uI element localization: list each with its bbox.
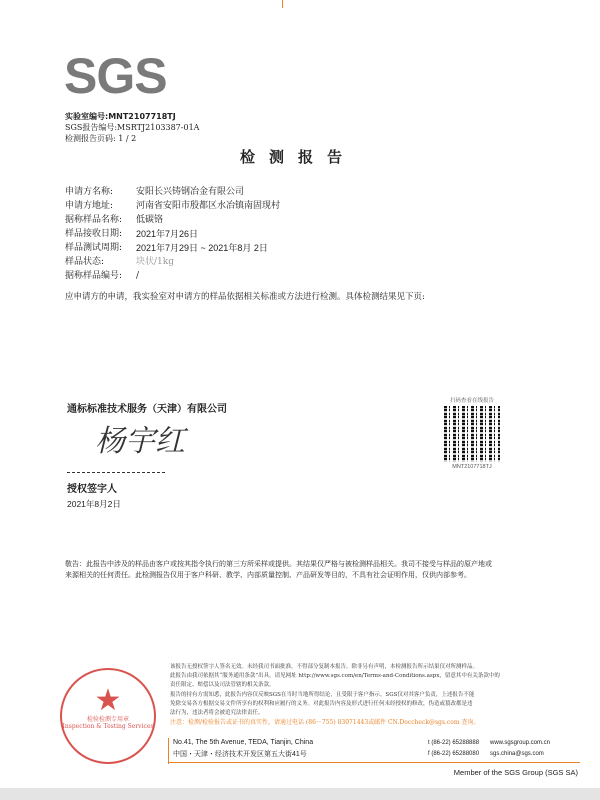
website-link[interactable]: www.sgsgroup.com.cn	[490, 740, 551, 746]
field-value: 块状/1kg	[136, 257, 174, 267]
company-name: 通标标准技术服务（天津）有限公司	[67, 404, 227, 415]
signature-line	[67, 472, 165, 473]
address-en: No.41, The 5th Avenue, TEDA, Tianjin, China	[173, 739, 314, 746]
footer-fine-print: 法行为，违法者将会被追究法律责任。	[170, 710, 264, 716]
email-link[interactable]: sgs.china@sgs.com	[490, 751, 544, 757]
footer-fine-print: 此报告由我司依据其“服务通用条款”出具，请见网址 http://www.sgs.com/en/Terms-and-Conditions.aspx，留意其中有关条款中的	[170, 673, 500, 679]
footer-divider	[168, 738, 169, 764]
footer-fine-print: 报告的持有方需知悉，此报告内容仅反映SGS在当时当地所得结论，且受限于客户指示。SGS仅对其客户负责，上述报告不能	[170, 692, 475, 698]
official-stamp	[60, 668, 156, 764]
field-label: 据称样品名称:	[65, 215, 123, 225]
warning-line: 敬告：此报告中涉及的样品由客户或按其指令执行的第三方所采样或提供。其结果仅严格与被检测样品相关。我司不接受与样品的原产地或	[65, 560, 492, 568]
field-label: 据称样品编号:	[65, 271, 123, 281]
qr-code-icon[interactable]	[444, 406, 500, 462]
phone: t (86-22) 65288888	[428, 740, 480, 746]
lab-number: 实验室编号:MNT2107718TJ	[65, 112, 176, 121]
footer-fine-print: 该报告无授权签字人签名无效。未经我司书面批准，不得部分复制本报告。除非另有声明，本检测报告所示结果仅对所测样品。	[170, 664, 479, 670]
field-label: 申请方名称:	[65, 187, 114, 197]
page-info: 检测报告页码: 1 / 2	[65, 134, 137, 143]
field-value: 河南省安阳市殷都区水冶镇南固现村	[136, 201, 281, 211]
qr-caption: 扫码查看在线报告	[449, 398, 494, 404]
member-text: Member of the SGS Group (SGS SA)	[453, 768, 578, 777]
footer-rule	[168, 762, 580, 763]
verification-hotline: 注意：检测/检验报告或证书的真实性，请通过电话 (86－755) 83071443或邮件 CN.Doccheck@sgs.com 查询。	[170, 719, 480, 726]
statement: 应申请方的申请，我实验室对申请方的样品依据相关标准或方法进行检测。具体检测结果见下页:	[65, 292, 425, 302]
signature: 杨宇红	[95, 424, 185, 459]
qr-block	[440, 398, 504, 471]
report-title: 检测报告	[240, 148, 357, 166]
field-label: 样品状态:	[65, 257, 105, 267]
footer-fine-print: 责任限定、赔偿以及司法管辖的相关条款。	[170, 682, 275, 688]
page-bottom-bar	[0, 788, 600, 800]
top-mark	[282, 0, 283, 8]
sign-date: 2021年8月2日	[67, 499, 121, 509]
sgs-logo: SGS	[64, 48, 167, 104]
field-value: 安阳长兴铸钢冶金有限公司	[136, 187, 245, 197]
star-icon: ★	[94, 683, 122, 718]
footer-fine-print: 免除交易各方根据交易文件所享有的权利和应履行的义务。对此报告内容及形式进行任何未经授权的修改，伪造或篡改都是违	[170, 701, 473, 707]
signer-title: 授权签字人	[67, 484, 117, 495]
warning-line: 来源相关的任何责任。此检测报告仅用于客户科研、教学、内部质量控制、产品研发等目的，不具有社会证明作用，仅供内部参考。	[65, 571, 471, 579]
sgs-report-number: SGS报告编号:MSRTJ2103387-01A	[65, 123, 200, 132]
field-value: 2021年7月29日 ~ 2021年8月 2日	[136, 243, 268, 253]
field-label: 样品接收日期:	[65, 229, 123, 239]
stamp-text-en: Inspection & Testing Services	[62, 722, 154, 730]
field-value: /	[136, 271, 140, 281]
field-label: 申请方地址:	[65, 201, 114, 211]
field-value: 低碳铬	[136, 215, 164, 225]
field-value: 2021年7月26日	[136, 229, 199, 239]
address-cn: 中国・天津・经济技术开发区第五大街41号	[173, 751, 307, 758]
qr-code-text: MNT2107718TJ	[452, 464, 492, 471]
field-label: 样品测试周期:	[65, 243, 123, 253]
fax: f (86-22) 65288080	[428, 751, 480, 757]
stamp-text: 检验检测专用章	[86, 716, 129, 723]
